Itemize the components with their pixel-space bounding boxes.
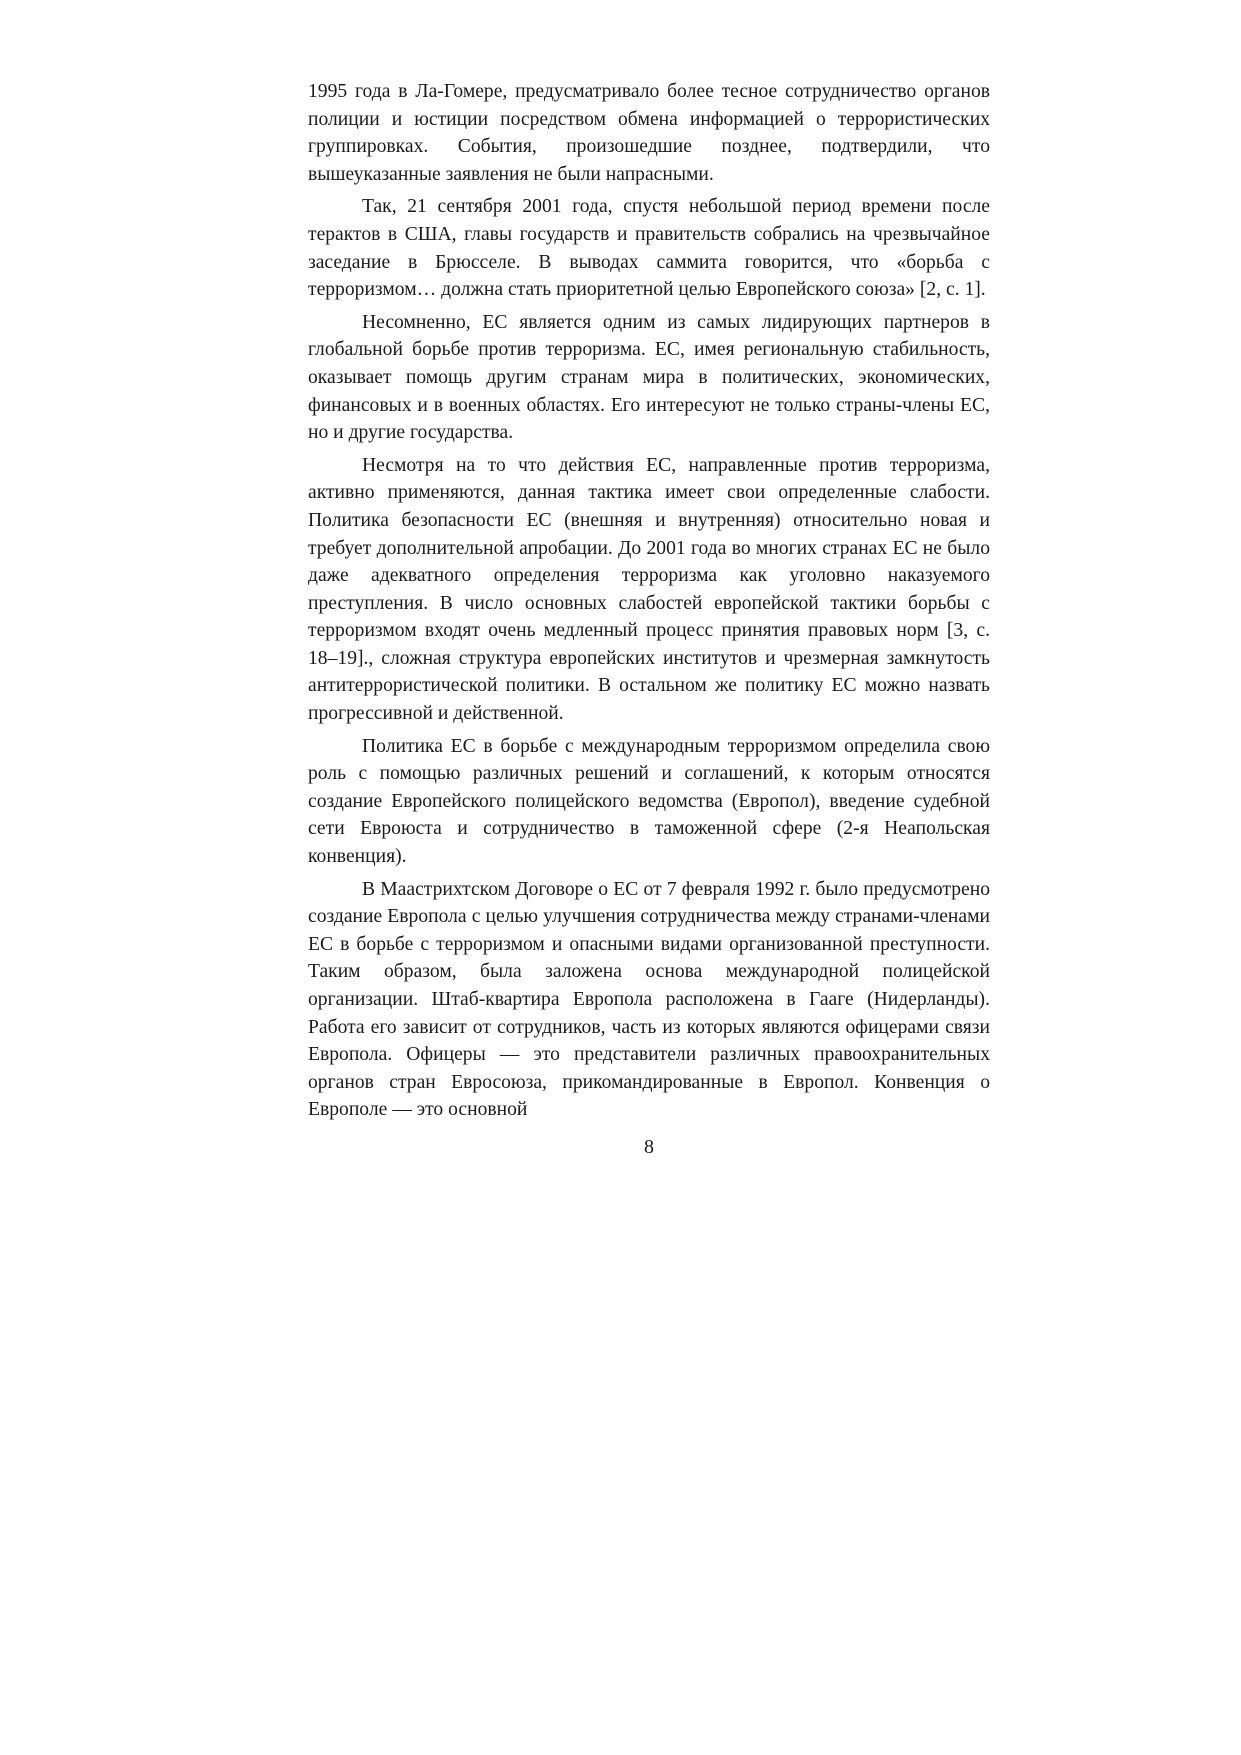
paragraph-3: Несомненно, ЕС является одним из самых лидирующих партнеров в глобальной борьбе против терроризма. ЕС, имея региональную стабильность, оказывает помощь другим странам мира в политических, экономических, финансовых и в военных областях. Его интересуют не только страны-члены ЕС, но и другие государства. <box>308 311 990 444</box>
body-text <box>308 78 990 1129</box>
paragraph-6: В Маастрихтском Договоре о ЕС от 7 февраля 1992 г. было предусмотрено создание Европола с целью улучшения сотрудничества между странами-членами ЕС в борьбе с терроризмом и опасными видами организованной преступности. Таким образом, была заложена основа международной полицейской организации. Штаб-квартира Европола расположена в Гааге (Нидерланды). Работа его зависит от сотрудников, часть из которых являются офицерами связи Европола. Офицеры — это представители различных правоохранительных органов стран Евросоюза, прикомандированные в Европол. Конвенция о Европоле — это основной <box>308 878 990 1121</box>
paragraph-5: Политика ЕС в борьбе с международным терроризмом определила свою роль с помощью различных решений и соглашений, к которым относятся создание Европейского полицейского ведомства (Европол), введение судебной сети Евроюста и сотрудничество в таможенной сфере (2-я Неапольская конвенция). <box>308 735 990 868</box>
paragraph-2: Так, 21 сентября 2001 года, спустя небольшой период времени после терактов в США, главы государств и правительств собрались на чрезвычайное заседание в Брюсселе. В выводах саммита говорится, что «борьба с терроризмом… должна стать приоритетной целью Европейского союза» [2, с. 1]. <box>308 196 990 301</box>
page-number: 8 <box>644 1136 654 1158</box>
paragraph-4: Несмотря на то что действия ЕС, направленные против терроризма, активно применяются, данная тактика имеет свои определенные слабости. Политика безопасности ЕС (внешняя и внутренняя) относительно новая и требует дополнительной апробации. До 2001 года во многих странах ЕС не было даже адекватного определения терроризма как уголовно наказуемого преступления. В число основных слабостей европейской тактики борьбы с терроризмом входят очень медленный процесс принятия правовых норм [3, с. 18–19]., сложная структура европейских институтов и чрезмерная замкнутость антитеррористической политики. В остальном же политику ЕС можно назвать прогрессивной и действенной. <box>308 454 990 725</box>
paragraph-1: 1995 года в Ла-Гомере, предусматривало более тесное сотрудничество органов полиции и юстиции посредством обмена информацией о террористических группировках. События, произошедшие позднее, подтвердили, что вышеуказанные заявления не были напрасными. <box>308 81 990 185</box>
